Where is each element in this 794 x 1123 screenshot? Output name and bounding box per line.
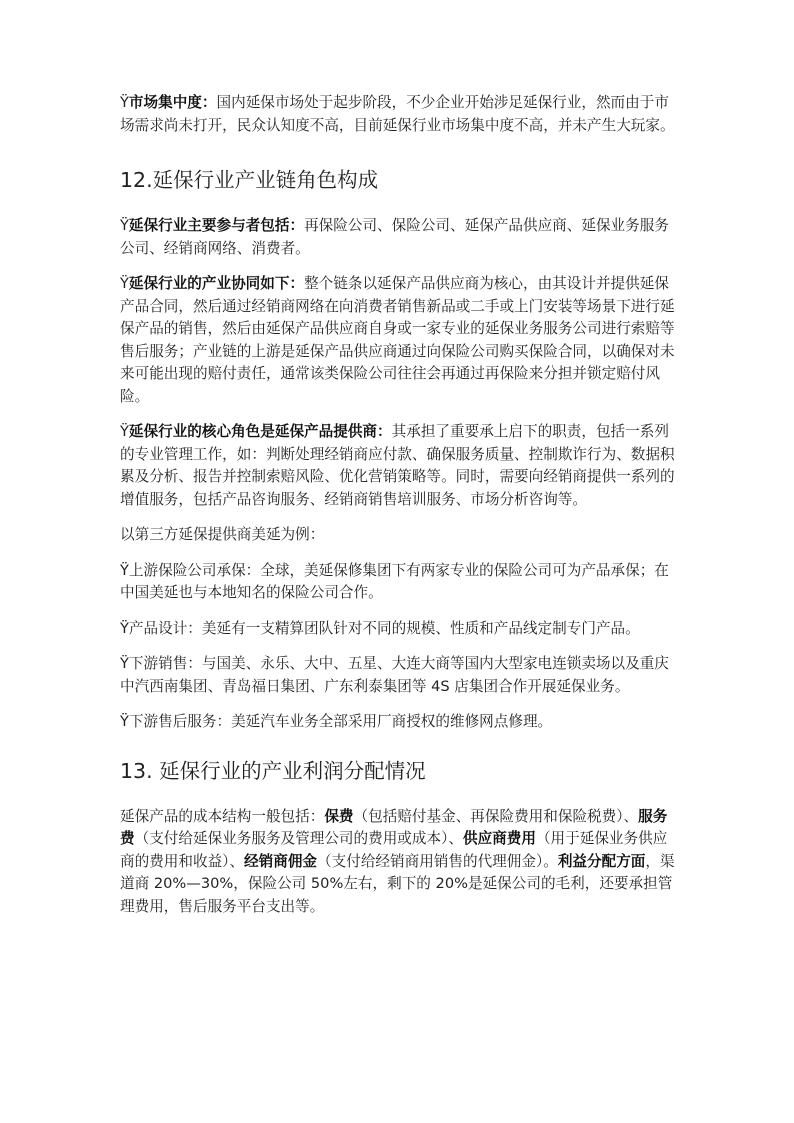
bold-term-premium: 保费 (324, 807, 354, 825)
paragraph-participants (120, 215, 676, 260)
paragraph-text: （支付给延保业务服务及管理公司的费用或成本）、 (134, 830, 463, 847)
paragraph-market-concentration (120, 92, 676, 137)
bullet-glyph: Ÿ (120, 275, 129, 292)
paragraph-upstream-insurance: Ÿ上游保险公司承保：全球，美延保修集团下有两家专业的保险公司可为产品承保；在中国美延也与本地知名的保险公司合作。 (120, 561, 669, 601)
paragraph-text: （包括赔付基金、再保险费用和保险税费）、 (353, 807, 639, 825)
bold-term-profit-distribution: 利益分配方面 (557, 852, 646, 870)
paragraph-text: 国内延保市场处于起步阶段，不少企业开始涉足延保行业，然而由于市场需求尚未打开，民众认知度不高，目前延保行业市场集中度不高，并未产生大玩家。 (120, 94, 675, 134)
bullet-glyph: Ÿ (120, 423, 129, 440)
paragraph-synergy (120, 273, 676, 408)
bold-term-supplier-fee: 供应商费用 (462, 830, 536, 847)
bold-lead: 延保行业的产业协同如下： (128, 275, 305, 292)
bullet-glyph: Ÿ (120, 94, 129, 111)
paragraph-downstream-sales: Ÿ下游销售：与国美、永乐、大中、五星、大连大商等国内大型家电连锁卖场以及重庆中汽西南集团、青岛福日集团、广东利泰集团等 4S 店集团合作开展延保业务。 (120, 655, 669, 695)
paragraph-product-design: Ÿ产品设计：美延有一支精算团队针对不同的规模、性质和产品线定制专门产品。 (120, 619, 640, 637)
paragraph-cost-structure (120, 806, 676, 919)
paragraph-text: 延保产品的成本结构一般包括： (120, 807, 325, 825)
document-body (120, 92, 676, 931)
bold-term-dealer-commission: 经销商佣金 (244, 852, 318, 870)
paragraph-text: （用于延保业务供应商的费用和收益）、 (120, 830, 668, 870)
paragraph-text: ，渠道商 20%—30%，保险公司 50%左右，剩下的 20%是延保公司的毛利，还要承担管理费用，售后服务平台支出等。 (120, 852, 675, 915)
paragraph-text: （支付给经销商用销售的代理佣金）。 (317, 852, 558, 870)
paragraph-after-sales: Ÿ下游售后服务：美延汽车业务全部采用厂商授权的维修网点修理。 (120, 713, 553, 730)
bullet-glyph: Ÿ (120, 217, 129, 234)
bold-lead: 延保行业主要参与者包括： (128, 217, 305, 234)
bold-lead: 延保行业的核心角色是延保产品提供商： (128, 423, 392, 440)
bold-lead: 市场集中度： (128, 94, 217, 111)
paragraph-core-role (120, 421, 676, 511)
section-heading-13: 13. 延保行业的产业利润分配情况 (120, 758, 426, 783)
bold-term-service-fee: 服务费 (120, 807, 668, 847)
paragraph-example-intro: 以第三方延保提供商美延为例： (120, 526, 325, 543)
paragraph-text: 整个链条以延保产品供应商为核心，由其设计并提供延保产品合同，然后通过经销商网络在向消费者销售新品或二手或上门安装等场景下进行延保产品的销售，然后由延保产品供应商自身或一家专业的延保业务服务公司进行索赔等售后服务；产业链的上游是延保产品供应商通过向保险公司购买保险合同，以确保对未来可能出现的赔付责任，通常该类保险公司往往会再通过再保险来分担并锁定赔付风险。 (120, 275, 675, 405)
section-heading-12: 12.延保行业产业链角色构成 (120, 168, 379, 192)
paragraph-text: 其承担了重要承上启下的职责，包括一系列的专业管理工作，如：判断处理经销商应付款、确保服务质量、控制欺诈行为、数据积累及分析、报告并控制索赔风险、优化营销策略等。同时，需要向经销商提供一系列的增值服务，包括产品咨询服务、经销商销售培训服务、市场分析咨询等。 (120, 423, 675, 508)
paragraph-text: 再保险公司、保险公司、延保产品供应商、延保业务服务公司、经销商网络、消费者。 (120, 217, 669, 257)
